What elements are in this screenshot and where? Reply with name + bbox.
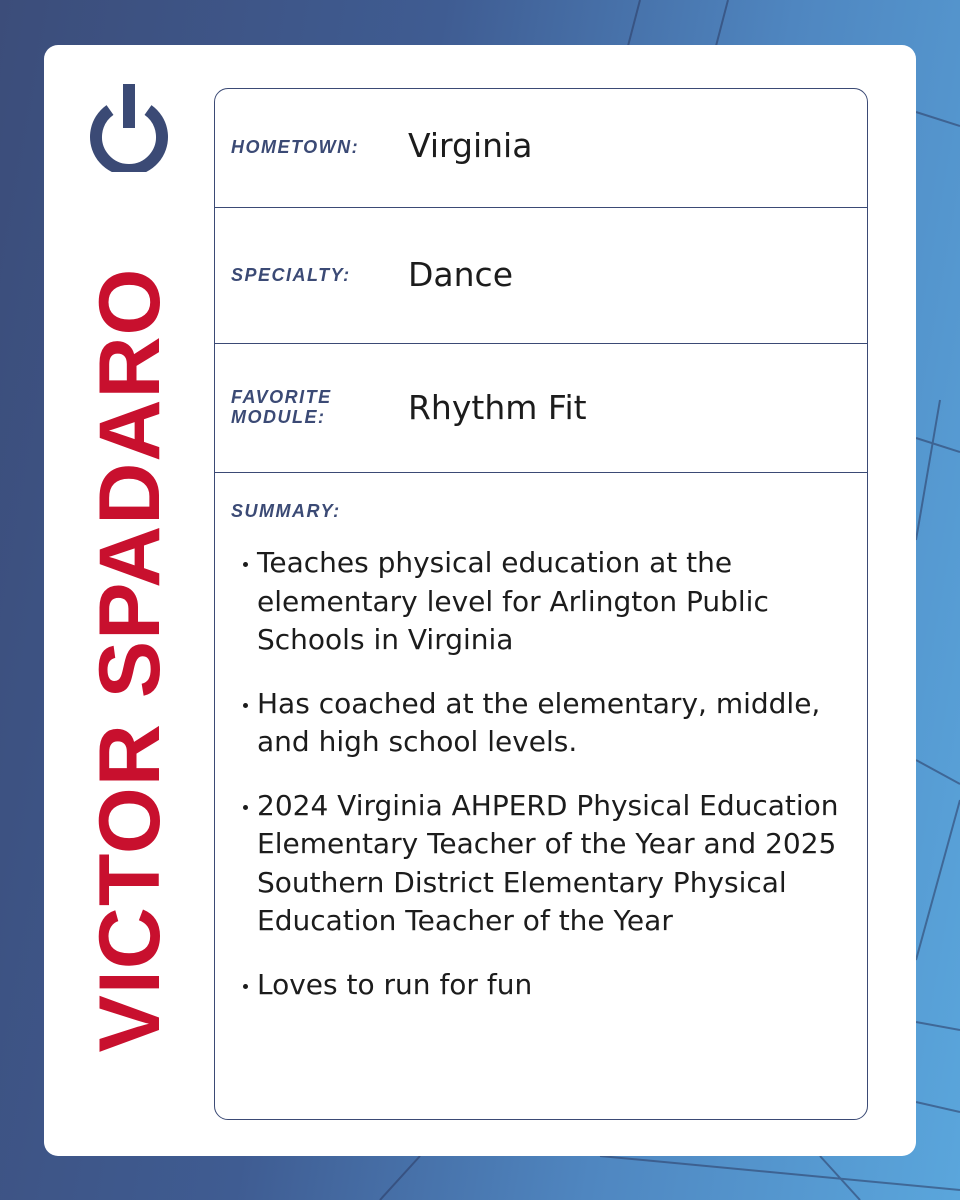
favorite-module-label-line2: MODULE: (231, 407, 326, 427)
favorite-module-value: Rhythm Fit (408, 388, 587, 427)
power-icon (86, 80, 172, 172)
summary-list (239, 544, 839, 1029)
favorite-module-label (231, 387, 332, 427)
favorite-module-row (215, 343, 867, 473)
specialty-value: Dance (408, 255, 513, 294)
hometown-value: Virginia (408, 126, 533, 165)
summary-item: Teaches physical education at the elementary level for Arlington Public Schools in Virginia (239, 544, 839, 660)
summary-label: SUMMARY: (231, 501, 341, 521)
hometown-label: HOMETOWN: (231, 137, 360, 157)
summary-item: 2024 Virginia AHPERD Physical Education Elementary Teacher of the Year and 2025 Southern District Elementary Physical Education Teacher of the Year (239, 787, 839, 941)
person-name: VICTOR SPADARO (82, 267, 178, 1053)
favorite-module-label-line1: FAVORITE (231, 387, 332, 407)
specialty-row (215, 207, 867, 344)
summary-item: Loves to run for fun (239, 966, 839, 1005)
specialty-label: SPECIALTY: (231, 265, 351, 285)
hometown-row (215, 89, 867, 208)
summary-item: Has coached at the elementary, middle, and high school levels. (239, 685, 839, 762)
info-panel (214, 88, 868, 1120)
